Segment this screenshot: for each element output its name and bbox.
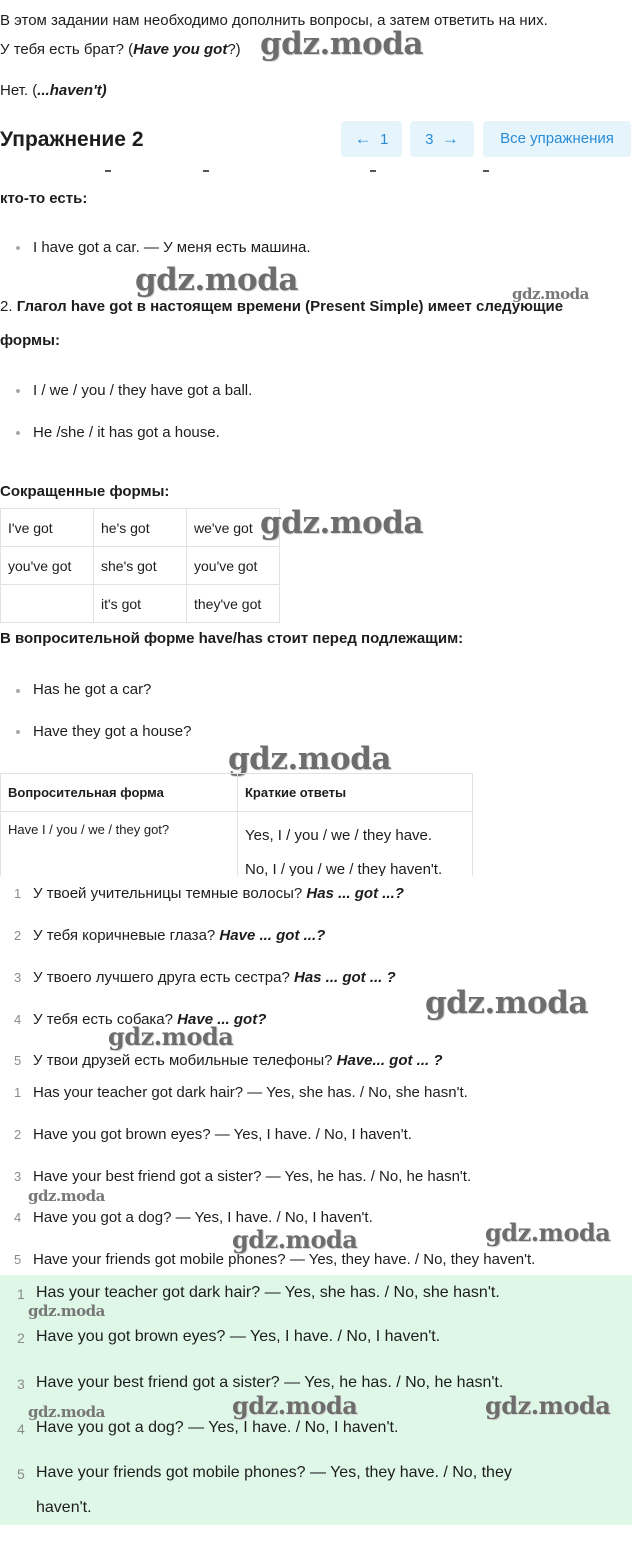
list-number: 3 (14, 970, 22, 985)
table-cell (238, 812, 473, 877)
watermark: gdz.moda (228, 741, 391, 777)
list-number: 3 (17, 1376, 25, 1392)
prev-exercise-label: 1 (380, 131, 389, 148)
intro-example (0, 40, 241, 60)
bullet-icon (16, 246, 20, 250)
list-number: 1 (14, 886, 22, 901)
question-text: У твоей учительницы темные волосы? (33, 885, 307, 902)
exercise-title: Упражнение 2 (0, 128, 144, 151)
question-text: У тебя есть собака? (33, 1011, 178, 1028)
watermark: gdz.moda (28, 1187, 105, 1205)
intro-example-suffix: ?) (227, 41, 241, 58)
list-item: Have your friends got mobile phones? — Yes, they have. / No, they haven't. (33, 1251, 536, 1268)
list-item: Have your best friend got a sister? — Yes, he has. / No, he hasn't. (33, 1168, 472, 1185)
list-number: 2 (17, 1330, 25, 1346)
bullet-icon (16, 389, 20, 393)
short-answer-no: No, I / you / we / they haven't. (245, 861, 443, 876)
question-form-title: В вопросительной форме have/has стоит перед подлежащим: (0, 630, 464, 647)
list-item: Has your teacher got dark hair? — Yes, she has. / No, she hasn't. (33, 1084, 468, 1101)
short-forms-title: Сокращенные формы: (0, 483, 170, 500)
watermark: gdz.moda (485, 1218, 611, 1247)
list-item (33, 968, 396, 988)
list-item: Have your best friend got a sister? — Yes, he has. / No, he hasn't. (36, 1374, 504, 1391)
prev-exercise-button[interactable] (341, 121, 402, 157)
table-cell: he's got (94, 509, 187, 547)
list-item-continuation: haven't. (36, 1499, 92, 1516)
answer-box (0, 1275, 632, 1525)
point2-num: 2. (0, 298, 13, 315)
intro-text: В этом задании нам необходимо дополнить вопросы, а затем ответить на них. (0, 12, 548, 29)
list-number: 5 (14, 1252, 22, 1267)
question-hint: Have ... got ...? (219, 927, 326, 944)
example-car: I have got a car. — У меня есть машина. (33, 239, 311, 256)
question-hint: Have... got ... ? (336, 1052, 443, 1069)
form-item-1: I / we / you / they have got a ball. (33, 382, 253, 399)
table-row (1, 547, 280, 585)
table-header-cell: Краткие ответы (238, 774, 473, 812)
next-exercise-button[interactable] (410, 121, 474, 157)
watermark: gdz.moda (425, 985, 588, 1021)
theory-someone-has: кто-то есть: (0, 190, 88, 207)
list-number: 5 (17, 1466, 25, 1482)
table-cell: you've got (1, 547, 94, 585)
list-number: 3 (14, 1169, 22, 1184)
list-item: Have you got a dog? — Yes, I have. / No, I haven't. (36, 1419, 399, 1436)
intro-answer-prefix: Нет. ( (0, 82, 38, 99)
list-number: 1 (17, 1286, 25, 1302)
next-exercise-label: 3 (425, 131, 434, 148)
list-item (33, 926, 325, 946)
list-item (33, 1051, 443, 1071)
list-item: Have your friends got mobile phones? — Yes, they have. / No, they (36, 1464, 512, 1481)
question-form-table-viewport (0, 773, 476, 876)
intro-answer (0, 81, 107, 101)
table-row (1, 812, 473, 877)
arrow-right-icon: → (441, 129, 459, 148)
list-item: Have you got a dog? — Yes, I have. / No, I haven't. (33, 1209, 373, 1226)
intro-example-prefix: У тебя есть брат? ( (0, 41, 134, 58)
watermark: gdz.moda (485, 1391, 611, 1420)
watermark: gdz.moda (260, 505, 423, 541)
bullet-icon (16, 730, 20, 734)
watermark: gdz.moda (232, 1225, 358, 1254)
clipped-text-remnant (60, 170, 580, 173)
bullet-icon (16, 689, 20, 693)
short-forms-table (0, 508, 280, 623)
watermark: gdz.moda (512, 285, 589, 303)
list-item: Have you got brown eyes? — Yes, I have. / No, I haven't. (33, 1126, 412, 1143)
intro-answer-italic: ...haven't) (37, 82, 107, 99)
table-row (1, 585, 280, 623)
watermark: gdz.moda (28, 1302, 105, 1320)
list-item: Have you got brown eyes? — Yes, I have. / No, I haven't. (36, 1328, 441, 1345)
question-hint: Has ... got ...? (306, 885, 404, 902)
watermark: gdz.moda (260, 26, 423, 62)
watermark: gdz.moda (28, 1403, 105, 1421)
question-form-table (0, 773, 473, 876)
table-row (1, 509, 280, 547)
table-cell: we've got (187, 509, 280, 547)
short-answer-yes: Yes, I / you / we / they have. (245, 827, 433, 844)
question-example-2: Have they got a house? (33, 723, 192, 740)
point2-line1 (0, 297, 563, 317)
list-number: 4 (14, 1210, 22, 1225)
list-number: 4 (14, 1012, 22, 1027)
table-cell: I've got (1, 509, 94, 547)
watermark: gdz.moda (108, 1022, 234, 1051)
table-row (1, 774, 473, 812)
all-exercises-button[interactable]: Все упражнения (483, 121, 631, 157)
question-hint: Has ... got ... ? (293, 969, 396, 986)
bullet-icon (16, 431, 20, 435)
list-item: Has your teacher got dark hair? — Yes, she has. / No, she hasn't. (36, 1284, 500, 1301)
intro-example-italic: Have you got (133, 41, 228, 58)
point2-line2: формы: (0, 332, 60, 349)
question-text: У твои друзей есть мобильные телефоны? (33, 1052, 337, 1069)
watermark: gdz.moda (232, 1391, 358, 1420)
question-text: У тебя коричневые глаза? (33, 927, 220, 944)
point2-text: Глагол have got в настоящем времени (Present Simple) имеет следующие (16, 298, 564, 315)
question-text: У твоего лучшего друга есть сестра? (33, 969, 294, 986)
arrow-left-icon: ← (354, 129, 372, 148)
table-header-cell: Вопросительная форма (1, 774, 238, 812)
list-item (33, 884, 404, 904)
list-number: 2 (14, 928, 22, 943)
question-example-1: Has he got a car? (33, 681, 152, 698)
list-number: 4 (17, 1421, 25, 1437)
table-cell: she's got (94, 547, 187, 585)
form-item-2: He /she / it has got a house. (33, 424, 220, 441)
list-number: 2 (14, 1127, 22, 1142)
table-cell: they've got (187, 585, 280, 623)
question-hint: Have ... got? (177, 1011, 267, 1028)
table-cell (1, 585, 94, 623)
table-cell: it's got (94, 585, 187, 623)
list-number: 5 (14, 1053, 22, 1068)
watermark: gdz.moda (135, 262, 298, 298)
table-cell: you've got (187, 547, 280, 585)
table-cell: Have I / you / we / they got? (1, 812, 238, 877)
list-number: 1 (14, 1085, 22, 1100)
